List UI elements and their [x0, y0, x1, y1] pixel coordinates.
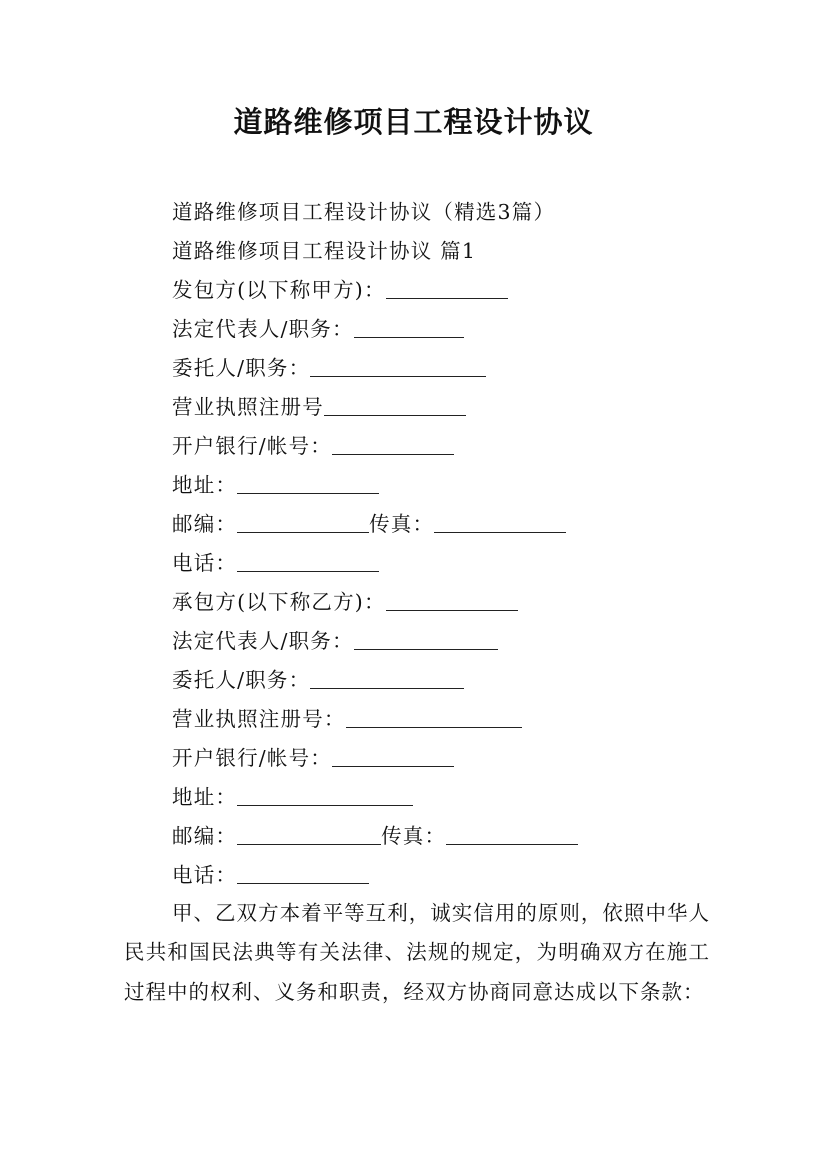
party-a-bank-line [172, 428, 732, 467]
party-b-agent-label: 委托人/职务： [172, 668, 311, 692]
party-a-license-blank[interactable] [324, 393, 466, 416]
party-b-phone-line [172, 857, 732, 896]
party-b-heading-line [172, 584, 732, 623]
party-a-agent-blank[interactable] [310, 354, 486, 377]
party-b-phone-label: 电话： [172, 863, 238, 887]
party-b-fax-label: 传真： [381, 824, 447, 848]
party-a-license-label: 营业执照注册号 [172, 395, 324, 419]
party-b-address-blank[interactable] [237, 783, 413, 806]
party-b-legal-rep-blank[interactable] [354, 627, 498, 650]
party-b-address-label: 地址： [172, 785, 238, 809]
party-a-heading-line [172, 272, 732, 311]
party-a-name-blank[interactable] [386, 276, 508, 299]
document-title: 道路维修项目工程设计协议 [233, 105, 594, 139]
party-b-legal-rep-label: 法定代表人/职务： [172, 629, 354, 653]
party-a-agent-label: 委托人/职务： [172, 356, 311, 380]
party-b-phone-blank[interactable] [237, 861, 369, 884]
party-b-license-line [172, 701, 732, 740]
party-a-legal-rep-line [172, 311, 732, 350]
party-a-heading-label: 发包方(以下称甲方)： [172, 278, 386, 302]
section-heading: 道路维修项目工程设计协议 篇1 [172, 239, 477, 263]
party-a-address-label: 地址： [172, 473, 238, 497]
party-b-agent-line [172, 662, 732, 701]
party-b-agent-blank[interactable] [310, 666, 464, 689]
party-b-license-blank[interactable] [346, 705, 522, 728]
party-b-bank-line [172, 740, 732, 779]
party-b-name-blank[interactable] [386, 588, 518, 611]
party-b-bank-label: 开户银行/帐号： [172, 746, 333, 770]
party-a-postcode-label: 邮编： [172, 512, 238, 536]
party-a-fax-label: 传真： [369, 512, 435, 536]
party-a-bank-label: 开户银行/帐号： [172, 434, 333, 458]
party-b-heading-label: 承包方(以下称乙方)： [172, 590, 386, 614]
intro-paragraph-text: 甲、乙双方本着平等互利，诚实信用的原则，依照中华人民共和国民法典等有关法律、法规的规定，为明确双方在施工过程中的权利、义务和职责，经双方协商同意达成以下条款： [124, 901, 710, 1004]
party-b-address-line [172, 779, 732, 818]
party-a-phone-label: 电话： [172, 551, 238, 575]
intro-paragraph [124, 894, 710, 1012]
party-a-fax-blank[interactable] [434, 510, 566, 533]
party-b-legal-rep-line [172, 623, 732, 662]
party-a-license-line [172, 389, 732, 428]
party-a-agent-line [172, 350, 732, 389]
party-a-legal-rep-label: 法定代表人/职务： [172, 317, 354, 341]
document-subtitle: 道路维修项目工程设计协议（精选3篇） [172, 200, 556, 224]
party-b-fax-blank[interactable] [446, 822, 578, 845]
party-b-bank-blank[interactable] [332, 744, 454, 767]
party-a-address-blank[interactable] [237, 471, 379, 494]
party-b-postcode-label: 邮编： [172, 824, 238, 848]
party-b-postcode-fax-line [172, 818, 732, 857]
party-b-license-label: 营业执照注册号： [172, 707, 346, 731]
party-a-postcode-fax-line [172, 506, 732, 545]
party-a-phone-blank[interactable] [237, 549, 379, 572]
party-a-legal-rep-blank[interactable] [354, 315, 464, 338]
party-a-postcode-blank[interactable] [237, 510, 369, 533]
contract-header-lines [172, 194, 732, 896]
party-a-phone-line [172, 545, 732, 584]
party-a-address-line [172, 467, 732, 506]
party-a-bank-blank[interactable] [332, 432, 454, 455]
party-b-postcode-blank[interactable] [237, 822, 381, 845]
